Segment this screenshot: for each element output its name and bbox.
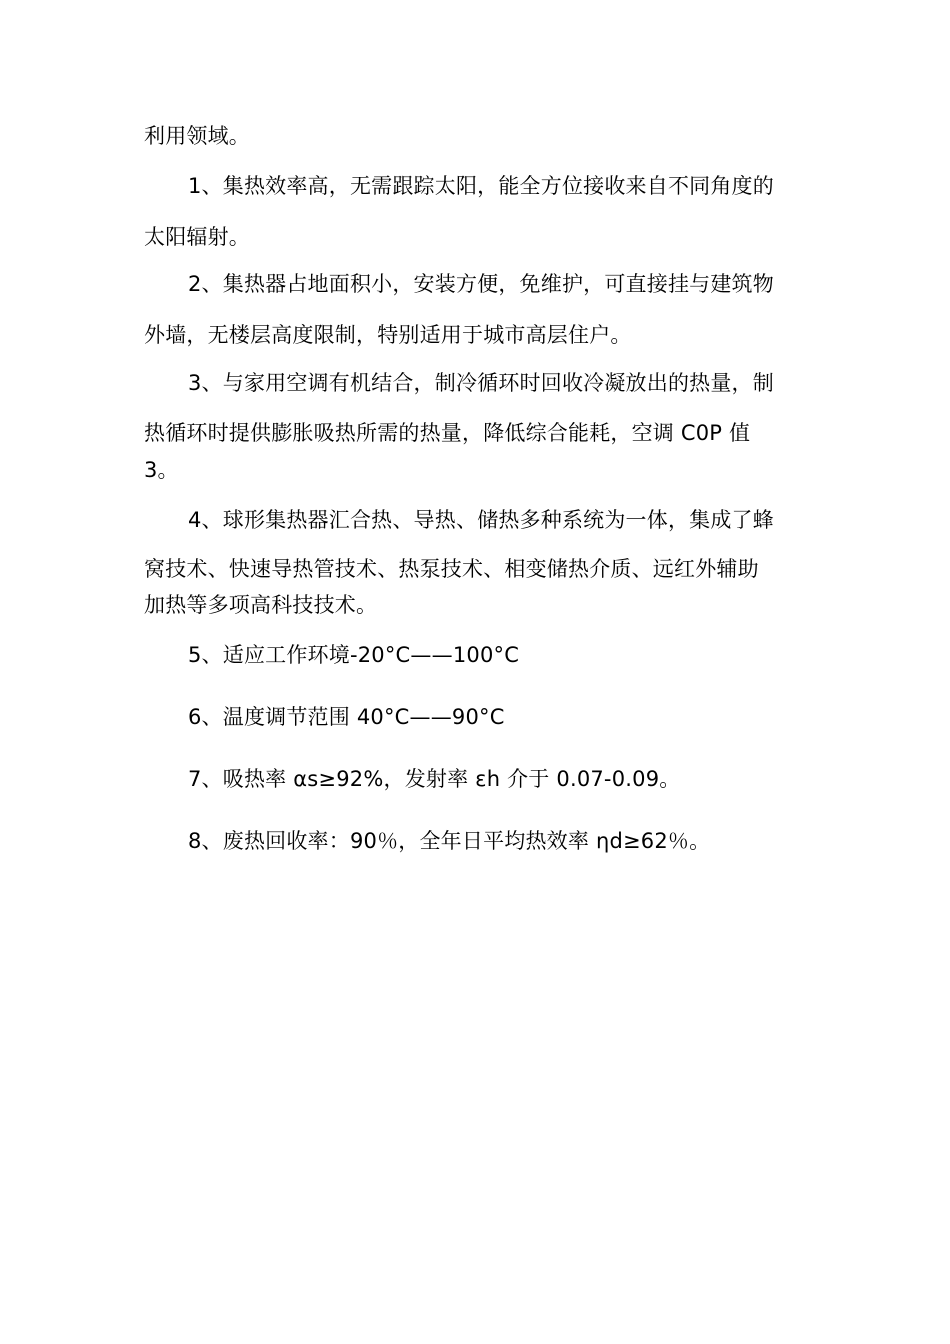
item-6-line: 6、温度调节范围 40°C——90°C [188,705,505,729]
item-3-line-3: 3。 [144,458,179,482]
item-4-line-1: 4、球形集热器汇合热、导热、储热多种系统为一体，集成了蜂 [188,508,774,532]
item-4-line-2: 窝技术、快速导热管技术、热泵技术、相变储热介质、远红外辅助 [144,557,759,581]
item-7-line: 7、吸热率 αs≥92%，发射率 εh 介于 0.07-0.09。 [188,767,681,791]
item-2-line-2: 外墙，无楼层高度限制，特别适用于城市高层住户。 [144,323,632,347]
item-1-line-1: 1、集热效率高，无需跟踪太阳，能全方位接收来自不同角度的 [188,174,774,198]
item-3-line-2: 热循环时提供膨胀吸热所需的热量，降低综合能耗，空调 C0P 值 [144,421,751,445]
item-8-line: 8、废热回收率：90％，全年日平均热效率 ηd≥62％。 [188,829,711,853]
item-3-line-1: 3、与家用空调有机结合，制冷循环时回收冷凝放出的热量，制 [188,371,774,395]
item-4-line-3: 加热等多项高科技技术。 [144,593,378,617]
item-5-line: 5、适应工作环境-20°C——100°C [188,643,520,667]
text-line-1: 利用领域。 [144,124,250,148]
item-1-line-2: 太阳辐射。 [144,225,250,249]
item-2-line-1: 2、集热器占地面积小，安装方便，免维护，可直接挂与建筑物 [188,272,774,296]
